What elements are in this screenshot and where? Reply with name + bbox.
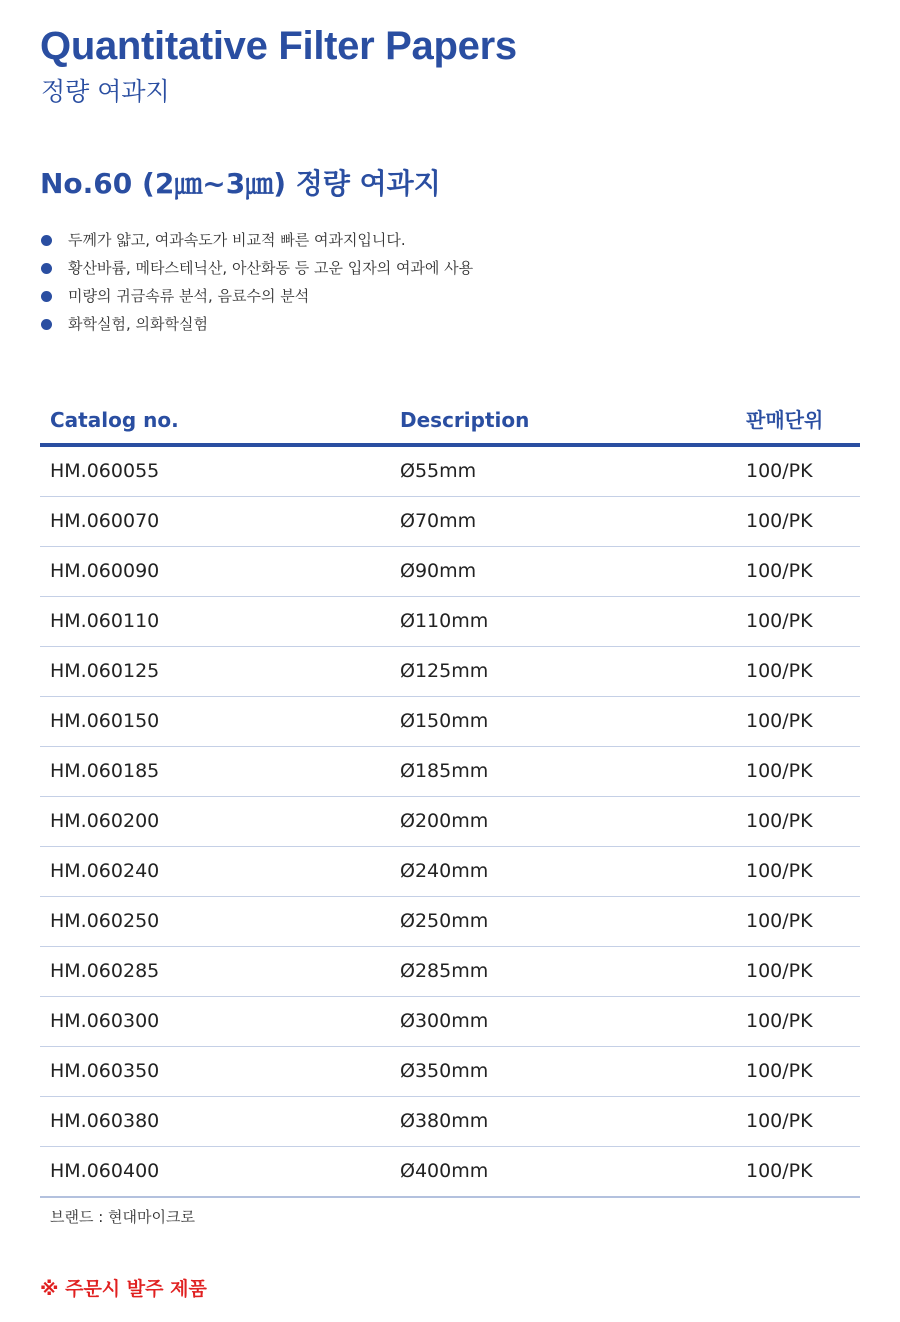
table-row	[40, 947, 860, 997]
sales-unit: 100/PK	[746, 460, 813, 482]
sales-unit: 100/PK	[746, 760, 813, 782]
catalog-number: HM.060380	[50, 1110, 160, 1132]
description: Ø200mm	[400, 810, 489, 832]
catalog-number: HM.060350	[50, 1060, 160, 1082]
sales-unit: 100/PK	[746, 1010, 813, 1032]
page-subtitle: 정량 여과지	[41, 77, 170, 106]
table-row	[40, 597, 860, 647]
sales-unit: 100/PK	[746, 810, 813, 832]
sales-unit: 100/PK	[746, 610, 813, 632]
description: Ø90mm	[400, 560, 477, 582]
description: Ø125mm	[400, 660, 489, 682]
page-title: Quantitative Filter Papers	[40, 24, 517, 68]
column-header-unit: 판매단위	[746, 408, 824, 432]
feature-text: 미량의 귀금속류 분석, 음료수의 분석	[68, 287, 310, 305]
spec-table	[40, 397, 860, 1198]
sales-unit: 100/PK	[746, 860, 813, 882]
feature-list	[40, 226, 473, 338]
description: Ø70mm	[400, 510, 477, 532]
bullet-dot-icon	[41, 263, 52, 274]
catalog-number: HM.060285	[50, 960, 160, 982]
table-row	[40, 647, 860, 697]
feature-item	[40, 254, 473, 282]
description: Ø150mm	[400, 710, 489, 732]
catalog-number: HM.060055	[50, 460, 160, 482]
catalog-number: HM.060090	[50, 560, 160, 582]
sales-unit: 100/PK	[746, 1110, 813, 1132]
table-row	[40, 997, 860, 1047]
description: Ø110mm	[400, 610, 489, 632]
catalog-number: HM.060185	[50, 760, 160, 782]
feature-text: 황산바륨, 메타스테닉산, 아산화동 등 고운 입자의 여과에 사용	[68, 259, 474, 277]
feature-text: 화학실험, 의화학실험	[68, 315, 208, 333]
catalog-number: HM.060070	[50, 510, 160, 532]
sales-unit: 100/PK	[746, 1160, 813, 1182]
catalog-number: HM.060200	[50, 810, 160, 832]
sales-unit: 100/PK	[746, 660, 813, 682]
table-row	[40, 1047, 860, 1097]
catalog-number: HM.060125	[50, 660, 160, 682]
sales-unit: 100/PK	[746, 960, 813, 982]
catalog-number: HM.060110	[50, 610, 160, 632]
catalog-number: HM.060240	[50, 860, 160, 882]
sales-unit: 100/PK	[746, 910, 813, 932]
section-title: No.60 (2㎛~3㎛) 정량 여과지	[40, 167, 441, 200]
bullet-dot-icon	[41, 319, 52, 330]
column-header-description: Description	[400, 408, 530, 432]
sales-unit: 100/PK	[746, 510, 813, 532]
description: Ø300mm	[400, 1010, 489, 1032]
feature-item	[40, 226, 473, 254]
description: Ø350mm	[400, 1060, 489, 1082]
sales-unit: 100/PK	[746, 1060, 813, 1082]
catalog-number: HM.060250	[50, 910, 160, 932]
feature-text: 두께가 얇고, 여과속도가 비교적 빠른 여과지입니다.	[68, 231, 406, 249]
table-header	[40, 397, 860, 447]
description: Ø240mm	[400, 860, 489, 882]
description: Ø185mm	[400, 760, 489, 782]
table-row	[40, 447, 860, 497]
bullet-dot-icon	[41, 235, 52, 246]
feature-item	[40, 282, 473, 310]
catalog-number: HM.060400	[50, 1160, 160, 1182]
catalog-number: HM.060300	[50, 1010, 160, 1032]
table-row	[40, 1097, 860, 1147]
feature-item	[40, 310, 473, 338]
table-row	[40, 1147, 860, 1198]
description: Ø55mm	[400, 460, 477, 482]
table-row	[40, 747, 860, 797]
column-header-catalog: Catalog no.	[50, 408, 179, 432]
bullet-dot-icon	[41, 291, 52, 302]
description: Ø285mm	[400, 960, 489, 982]
table-body	[40, 447, 860, 1198]
description: Ø250mm	[400, 910, 489, 932]
table-row	[40, 697, 860, 747]
sales-unit: 100/PK	[746, 560, 813, 582]
catalog-number: HM.060150	[50, 710, 160, 732]
table-row	[40, 797, 860, 847]
description: Ø380mm	[400, 1110, 489, 1132]
brand-note: 브랜드 : 현대마이크로	[50, 1208, 196, 1226]
sales-unit: 100/PK	[746, 710, 813, 732]
table-row	[40, 897, 860, 947]
description: Ø400mm	[400, 1160, 489, 1182]
table-row	[40, 847, 860, 897]
table-row	[40, 547, 860, 597]
table-row	[40, 497, 860, 547]
order-notice: ※ 주문시 발주 제품	[40, 1278, 207, 1300]
